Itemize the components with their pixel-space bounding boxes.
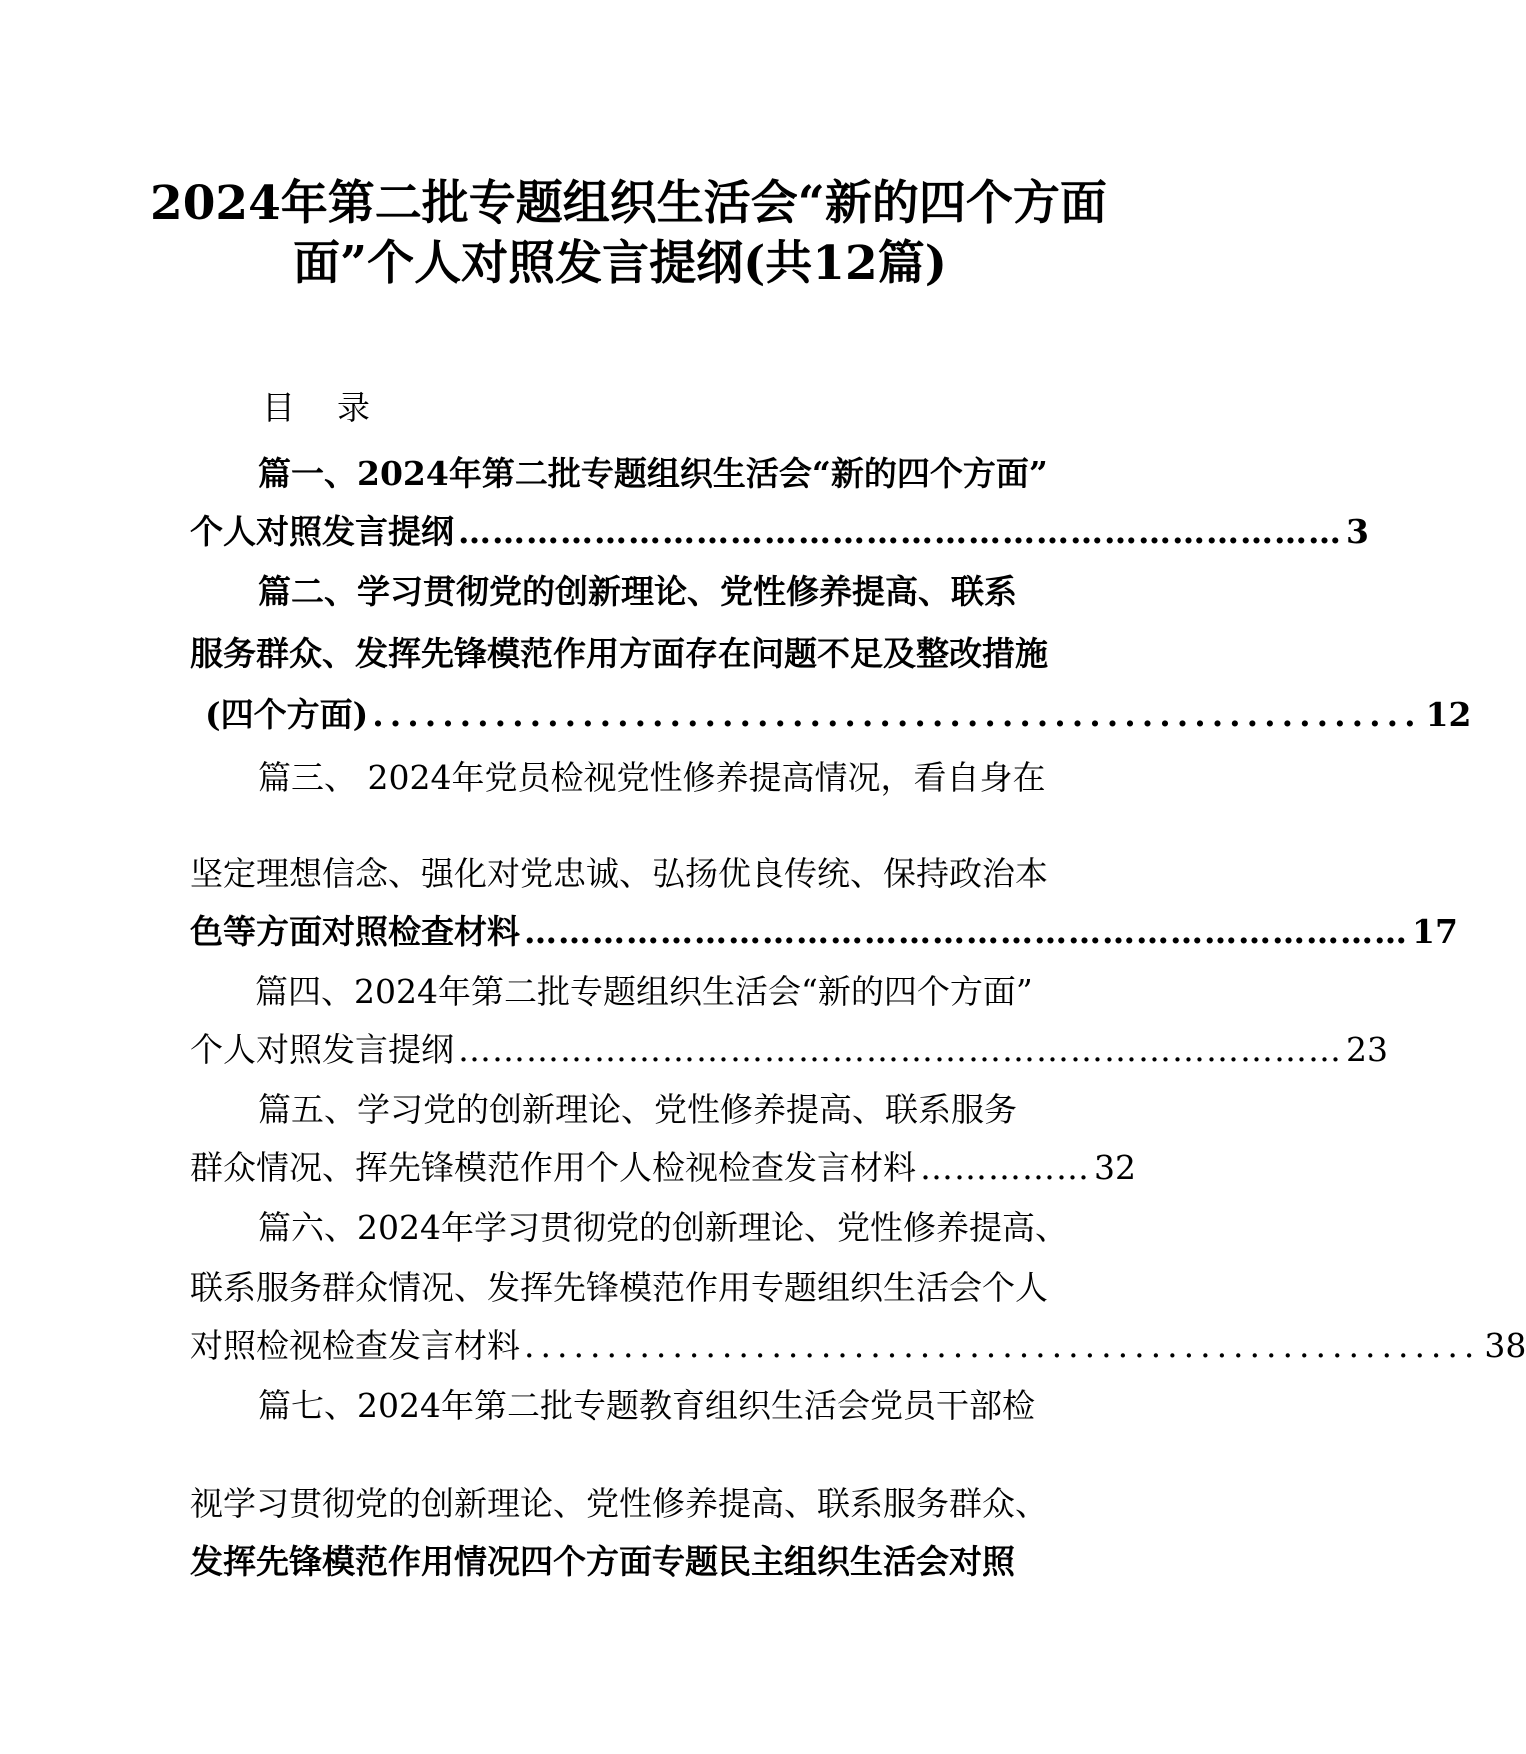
toc-entry-6-leader: ..........................................................: [524, 1326, 1481, 1365]
toc-entry-6-page: 38: [1484, 1326, 1526, 1365]
toc-entry-7-line-2[interactable]: 视学习贯彻党的创新理论、党性修养提高、联系服务群众、: [190, 1484, 1048, 1523]
toc-entry-2-leader: ............................................................: [372, 695, 1422, 734]
toc-entry-3-page: 17: [1412, 912, 1458, 951]
document-title-line-2: 面”个人对照发言提纲(共12篇): [293, 236, 947, 291]
toc-entry-2-line-2[interactable]: 服务群众、发挥先锋模范作用方面存在问题不足及整改措施: [190, 634, 1048, 673]
toc-entry-5-line-1[interactable]: 篇五、学习党的创新理论、党性修养提高、联系服务: [258, 1090, 1017, 1129]
toc-entry-3-line-3: 色等方面对照检查材料: [190, 912, 520, 951]
toc-entry-6-last-line[interactable]: [190, 1324, 1526, 1368]
toc-entry-4-line-2: 个人对照发言提纲: [190, 1030, 454, 1069]
toc-heading-char-2: 录: [337, 388, 370, 427]
toc-entry-6-line-1[interactable]: 篇六、2024年学习贯彻党的创新理论、党性修养提高、: [258, 1208, 1068, 1247]
toc-entry-1-line-2: 个人对照发言提纲: [190, 512, 454, 551]
toc-entry-6-line-2[interactable]: 联系服务群众情况、发挥先锋模范作用专题组织生活会个人: [190, 1268, 1048, 1307]
toc-entry-2-last-line[interactable]: [205, 693, 1472, 737]
toc-entry-2-line-3: (四个方面): [205, 695, 369, 734]
toc-heading: [262, 388, 370, 428]
toc-entry-4-last-line[interactable]: [190, 1028, 1388, 1072]
toc-entry-1-last-line[interactable]: [190, 510, 1369, 554]
toc-entry-5-last-line[interactable]: [190, 1146, 1136, 1190]
toc-entry-5-page: 32: [1094, 1148, 1136, 1187]
toc-entry-5-leader: ……………: [920, 1148, 1090, 1187]
toc-entry-4-page: 23: [1346, 1030, 1388, 1069]
toc-entry-7-line-1[interactable]: 篇七、2024年第二批专题教育组织生活会党员干部检: [258, 1386, 1035, 1425]
toc-entry-2-line-1[interactable]: 篇二、学习贯彻党的创新理论、党性修养提高、联系: [258, 572, 1017, 611]
toc-entry-7-line-3[interactable]: 发挥先锋模范作用情况四个方面专题民主组织生活会对照: [190, 1542, 1015, 1581]
toc-entry-3-line-2[interactable]: 坚定理想信念、强化对党忠诚、弘扬优良传统、保持政治本: [190, 854, 1048, 893]
toc-entry-1-line-1[interactable]: 篇一、2024年第二批专题组织生活会“新的四个方面”: [258, 454, 1048, 493]
toc-entry-3-line-1[interactable]: 篇三、 2024年党员检视党性修养提高情况，看自身在: [258, 758, 1046, 797]
document-title-line-1: 2024年第二批专题组织生活会“新的四个方面: [150, 176, 1107, 231]
toc-entry-3-leader: ……………………………………………………………………: [524, 912, 1408, 951]
toc-heading-char-1: 目: [262, 388, 295, 427]
toc-entry-3-last-line[interactable]: [190, 910, 1458, 954]
toc-entry-4-line-1[interactable]: 篇四、2024年第二批专题组织生活会“新的四个方面”: [255, 972, 1033, 1011]
toc-entry-6-line-3: 对照检视检查发言材料: [190, 1326, 520, 1365]
toc-entry-5-line-2: 群众情况、挥先锋模范作用个人检视检查发言材料: [190, 1148, 916, 1187]
toc-entry-2-page: 12: [1425, 695, 1472, 734]
toc-entry-1-page: 3: [1346, 512, 1369, 551]
toc-entry-4-leader: ……………………………………………………………………: [458, 1030, 1342, 1069]
toc-entry-1-leader: ……………………………………………………………………: [458, 512, 1342, 551]
